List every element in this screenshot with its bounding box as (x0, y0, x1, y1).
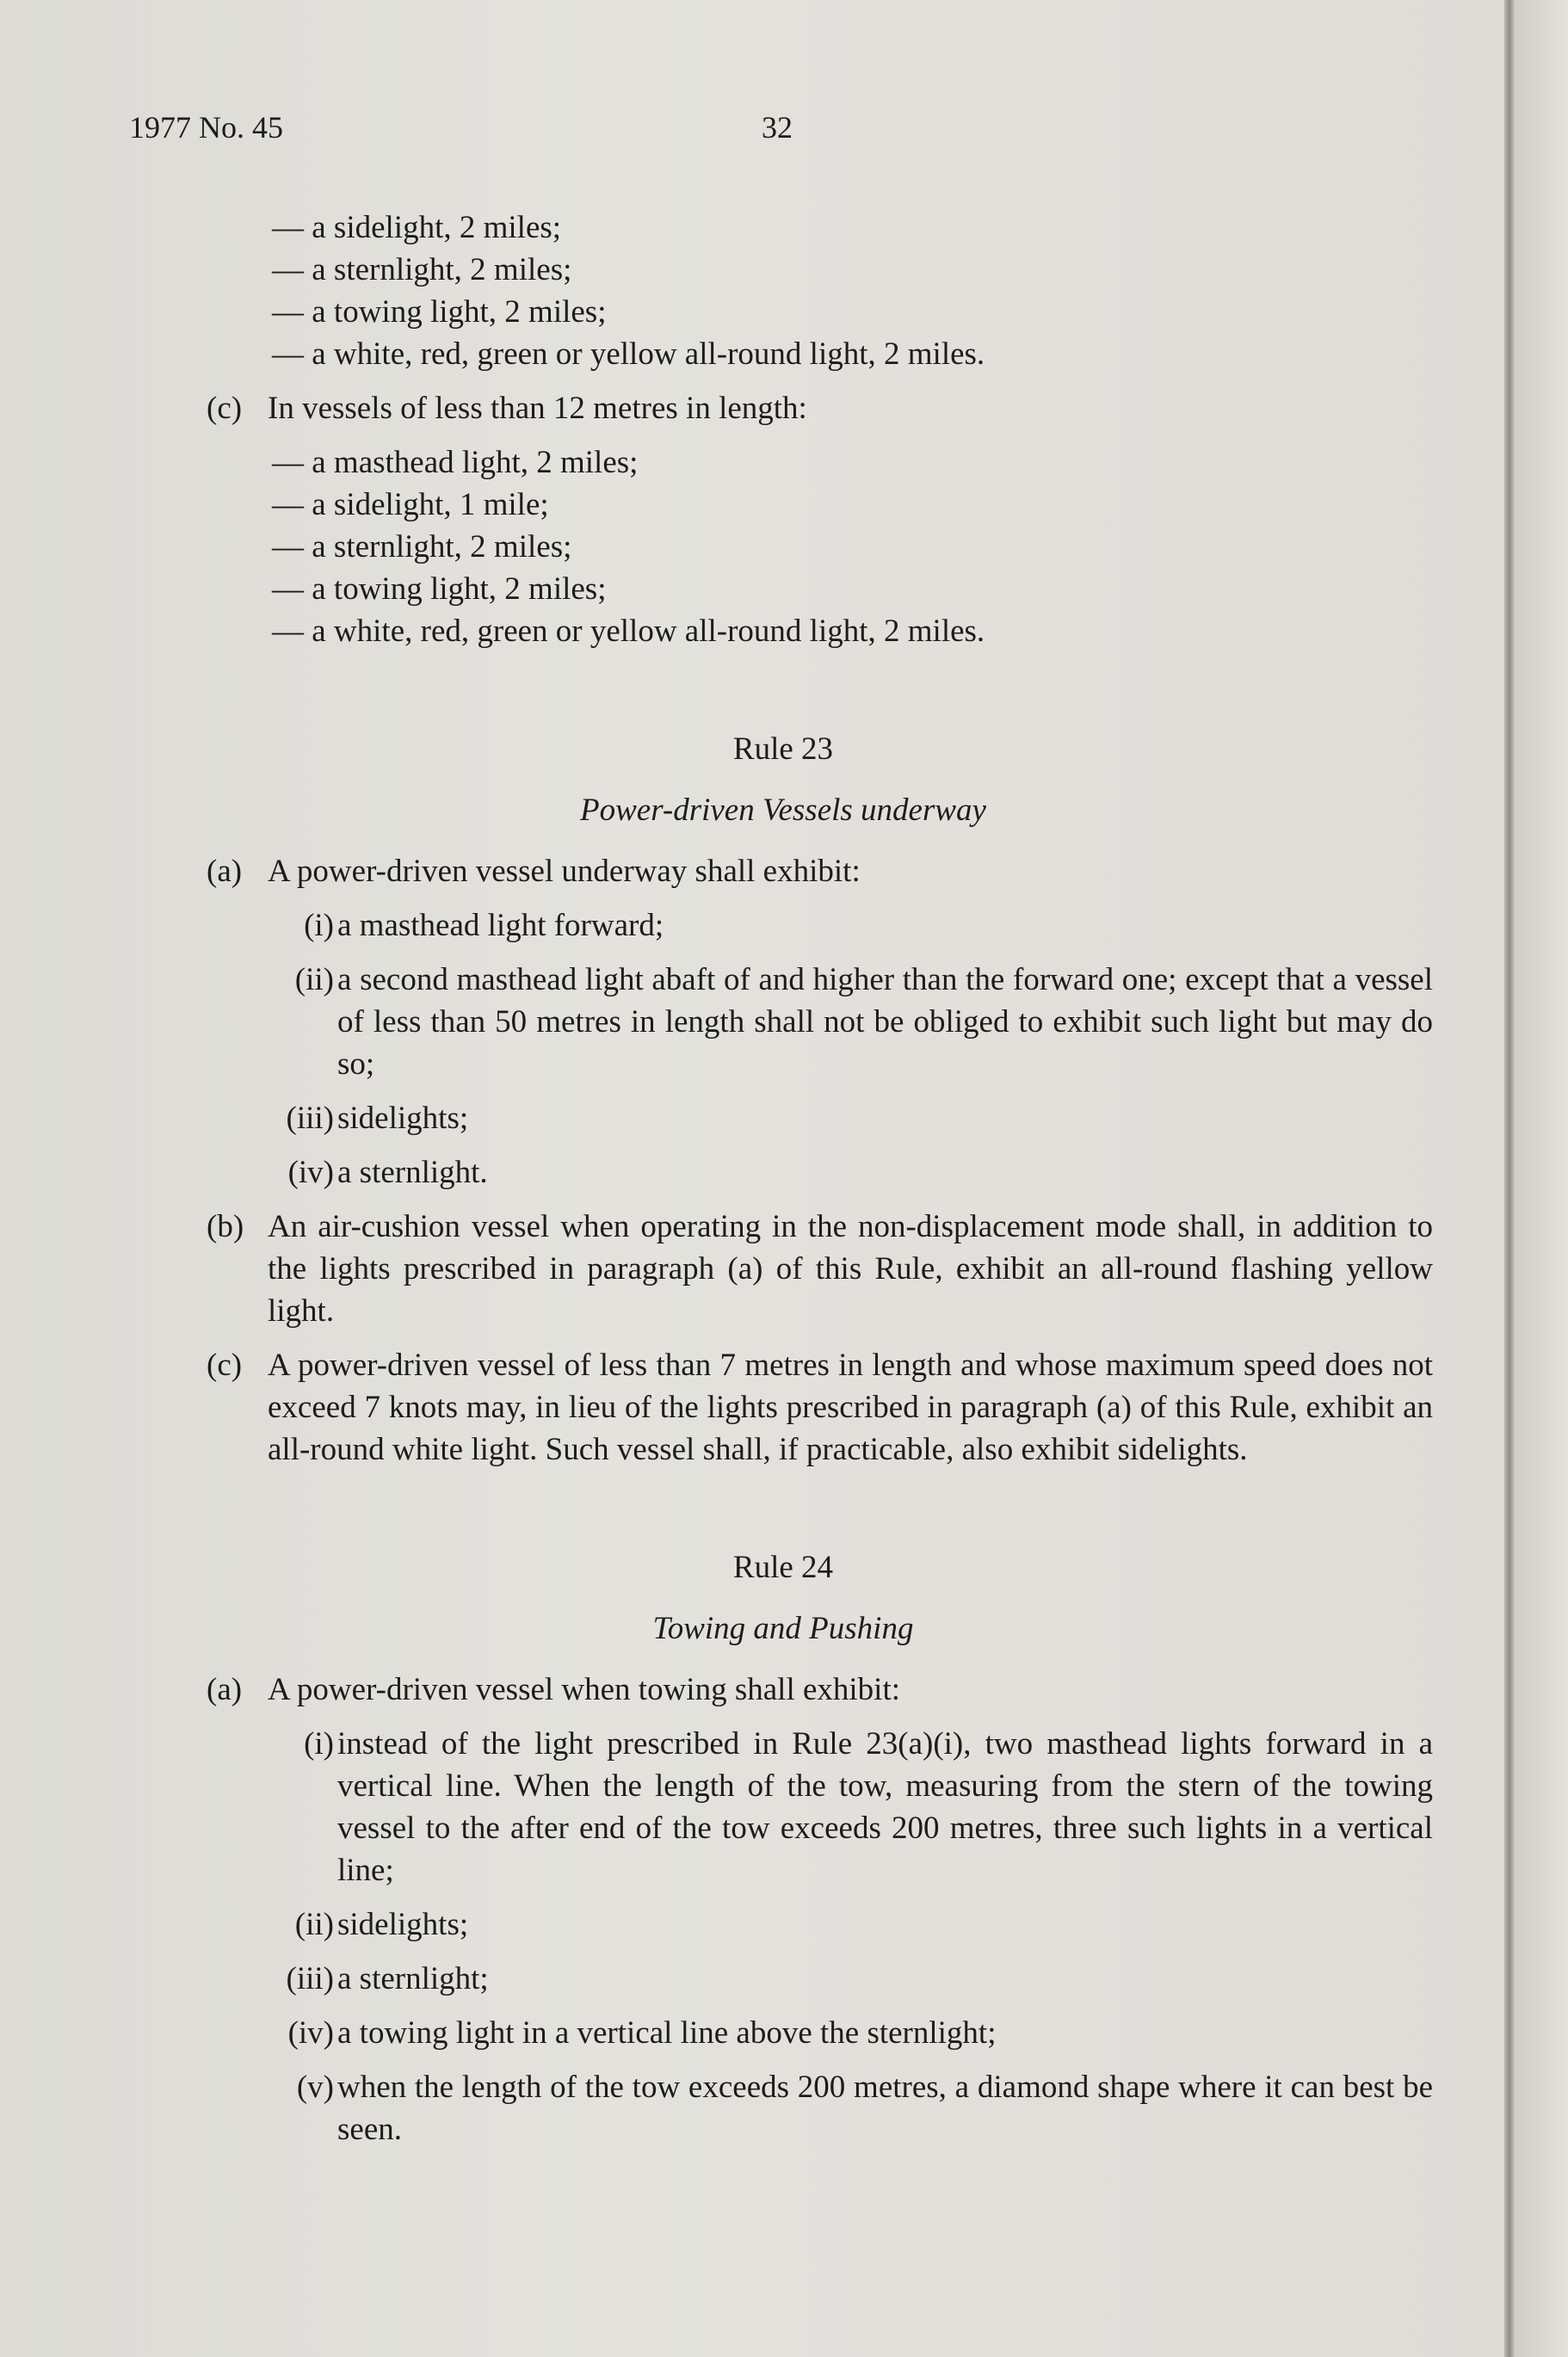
list-item: — a sternlight, 2 miles; (272, 529, 572, 565)
paragraph-text: An air-cushion vessel when operating in the non-displacement mode shall, in addition to the lights prescribed in paragraph (a) of this Rule, exhibit an all-round flashing yellow light. (268, 1209, 1433, 1329)
paragraph-label: (c) (207, 391, 243, 426)
paragraph-text: A power-driven vessel of less than 7 metres in length and whose maximum speed does not exceed 7 knots may, in lieu of the lights prescribed in paragraph (a) of this Rule, exhibit an all-round white light. Such vessel shall, if practicable, also exhibit sidelights. (268, 1348, 1433, 1467)
list-item: — a sidelight, 2 miles; (272, 210, 562, 245)
sub-item-label: (i) (304, 1726, 334, 1762)
dash-list-b (0, 207, 1515, 375)
rule-24-title: Rule 24 (732, 1550, 834, 1585)
sub-item-label: (iv) (287, 1155, 334, 1190)
sub-item-text: sidelights; (337, 1101, 469, 1136)
paragraph-label: (a) (207, 854, 243, 889)
rule-24-subtitle: Towing and Pushing (652, 1611, 914, 1646)
sub-item-label: (ii) (294, 1907, 334, 1942)
sub-item (0, 2012, 1515, 2054)
paragraph-c (0, 387, 1515, 429)
paragraph-label: (c) (207, 1348, 243, 1383)
list-item: — a white, red, green or yellow all-round light, 2 miles. (272, 614, 985, 649)
sub-item-label: (iii) (286, 1961, 334, 1996)
page-content (0, 207, 1515, 2150)
sub-item-label: (v) (296, 2070, 334, 2105)
sub-item-text: sidelights; (337, 1907, 469, 1942)
rule-23-subtitle: Power-driven Vessels underway (580, 793, 986, 828)
sub-item (0, 1151, 1515, 1194)
paragraph-text: A power-driven vessel underway shall exhibit: (268, 854, 861, 889)
dash-list-c (0, 441, 1515, 652)
sub-item (0, 1097, 1515, 1139)
rule-24-paragraph-a (0, 1669, 1515, 1711)
list-item: — a towing light, 2 miles; (272, 294, 607, 330)
list-item: — a sternlight, 2 miles; (272, 252, 572, 287)
list-item: — a white, red, green or yellow all-round light, 2 miles. (272, 336, 985, 372)
sub-item-text: a second masthead light abaft of and higher than the forward one; except that a vessel of less than 50 metres in length shall not be obliged to exhibit such light but may do so; (337, 962, 1433, 1082)
sub-item-label: (ii) (294, 962, 334, 997)
sub-item-text: a towing light in a vertical line above the sternlight; (337, 2015, 997, 2051)
rule-23-title: Rule 23 (732, 731, 834, 767)
list-item: — a sidelight, 1 mile; (272, 487, 549, 522)
sub-item-label: (iv) (287, 2015, 334, 2051)
sub-item (0, 904, 1515, 947)
list-item: — a towing light, 2 miles; (272, 571, 607, 607)
paragraph-label: (b) (207, 1209, 244, 1244)
sub-item-text: when the length of the tow exceeds 200 metres, a diamond shape where it can best be seen. (337, 2070, 1433, 2147)
sub-item-text: a sternlight. (337, 1155, 488, 1190)
rule-23-paragraph-a (0, 850, 1515, 892)
sub-item (0, 1723, 1515, 1891)
sub-item (0, 1958, 1515, 2000)
list-item: — a masthead light, 2 miles; (272, 445, 639, 480)
adjacent-page-edge (1515, 0, 1568, 2357)
sub-item (0, 959, 1515, 1085)
rule-23-paragraph-b (0, 1206, 1515, 1332)
rule-23-paragraph-c (0, 1344, 1515, 1471)
sub-item-text: instead of the light prescribed in Rule 23(a)(i), two masthead lights forward in a vertical line. When the length of the tow, measuring from the stern of the towing vessel to the after end of the tow exceeds 200 metres, three such lights in a vertical line; (337, 1726, 1433, 1888)
page-number: 32 (762, 110, 793, 145)
sub-item (0, 2066, 1515, 2150)
paragraph-label: (a) (207, 1672, 243, 1707)
sub-item-text: a masthead light forward; (337, 908, 664, 943)
paragraph-text: In vessels of less than 12 metres in length: (268, 391, 807, 426)
paragraph-text: A power-driven vessel when towing shall exhibit: (268, 1672, 901, 1707)
sub-item-label: (i) (304, 908, 334, 943)
sub-item-label: (iii) (286, 1101, 334, 1136)
sub-item-text: a sternlight; (337, 1961, 489, 1996)
header-citation: 1977 No. 45 (129, 110, 283, 145)
sub-item (0, 1903, 1515, 1946)
